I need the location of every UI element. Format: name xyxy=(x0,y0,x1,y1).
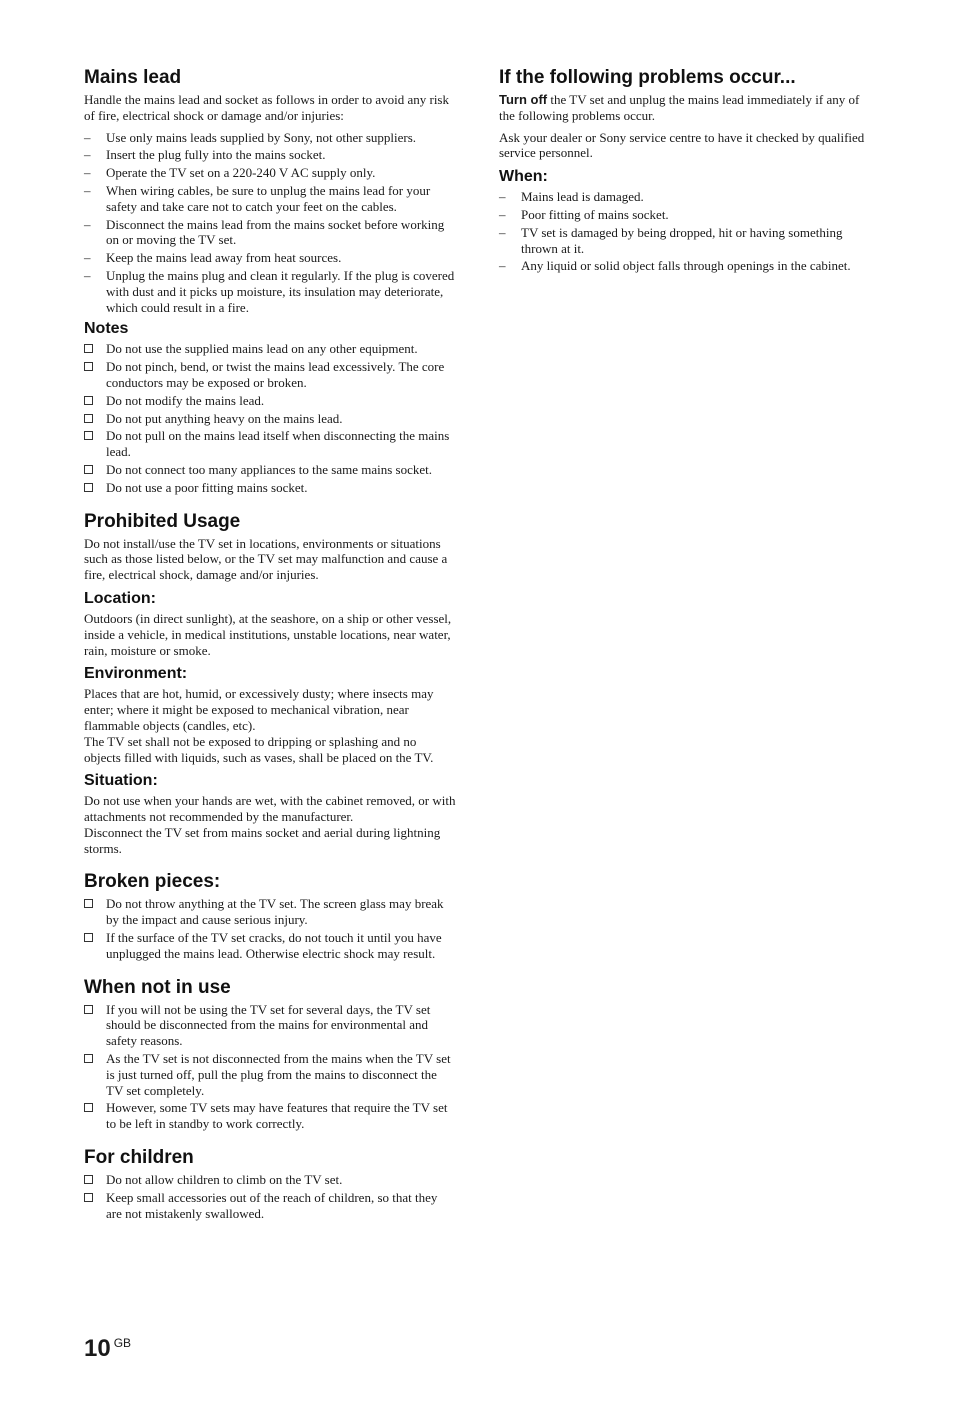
when-not-in-use-heading: When not in use xyxy=(84,976,231,998)
list-item: – Use only mains leads supplied by Sony, not other suppliers. xyxy=(84,130,456,146)
when-heading: When: xyxy=(499,168,548,186)
list-item: Do not put anything heavy on the mains lead. xyxy=(84,411,456,427)
environment-heading: Environment: xyxy=(84,665,188,683)
broken-pieces-heading: Broken pieces: xyxy=(84,871,221,893)
for-children-heading: For children xyxy=(84,1147,194,1169)
situation-heading: Situation: xyxy=(84,772,158,790)
list-item: Do not pinch, bend, or twist the mains lead excessively. The core conductors may be exposed or broken. xyxy=(84,359,456,391)
prohibited-usage-heading: Prohibited Usage xyxy=(84,510,241,532)
mains-lead-heading: Mains lead xyxy=(84,67,182,88)
location-text: Outdoors (in direct sunlight), at the seashore, on a ship or other vessel, inside a vehicle, in medical institutions, unstable locations, near water, rain, moisture or smoke. xyxy=(84,610,452,658)
environment-text: Places that are hot, humid, or excessively dusty; where insects may enter; where it might be exposed to mechanical vibration, near flammable objects (candles, etc). xyxy=(84,686,434,733)
list-item: Do not throw anything at the TV set. The screen glass may break by the impact and cause serious injury. xyxy=(84,896,456,928)
list-item: – Poor fitting of mains socket. xyxy=(499,207,873,223)
list-item: Do not pull on the mains lead itself when disconnecting the mains lead. xyxy=(84,428,456,460)
list-item: Do not modify the mains lead. xyxy=(84,393,456,409)
notes-section xyxy=(84,319,456,495)
situation-text-2: Disconnect the TV set from mains socket and aerial during lightning storms. xyxy=(84,824,441,856)
list-item: Keep small accessories out of the reach of children, so that they are not mistakenly swallowed. xyxy=(84,1190,456,1222)
prohibited-usage-intro: Do not install/use the TV set in locations, environments or situations such as those listed below, or the TV set may malfunction and cause a fire, electrical shock, damage and/or injuries. xyxy=(84,535,448,583)
when-not-in-use-section xyxy=(84,976,456,1132)
notes-heading: Notes xyxy=(84,320,129,338)
list-item: Do not use the supplied mains lead on any other equipment. xyxy=(84,341,456,357)
page-number-value: 10 xyxy=(84,1335,111,1362)
left-column xyxy=(84,66,456,1225)
list-item: As the TV set is not disconnected from the mains when the TV set is just turned off, pull the plug from the mains to disconnect the TV set completely. xyxy=(84,1051,456,1098)
notes-list xyxy=(84,341,456,495)
list-item: – Insert the plug fully into the mains socket. xyxy=(84,147,456,163)
list-item: – Mains lead is damaged. xyxy=(499,189,873,205)
list-item: However, some TV sets may have features that require the TV set to be left in standby to work correctly. xyxy=(84,1100,456,1132)
for-children-list xyxy=(84,1172,456,1221)
location-heading: Location: xyxy=(84,589,156,607)
for-children-section xyxy=(84,1146,456,1221)
turn-off-paragraph xyxy=(499,92,873,124)
broken-pieces-section xyxy=(84,870,456,961)
mains-lead-intro: Handle the mains lead and socket as follows in order to avoid any risk of fire, electrical shock or damage and/or injuries: xyxy=(84,92,449,123)
prohibited-usage-section xyxy=(84,510,456,857)
right-column xyxy=(499,66,873,278)
list-item: – Operate the TV set on a 220-240 V AC supply only. xyxy=(84,165,456,181)
when-list xyxy=(499,189,873,274)
language-code: GB xyxy=(113,1336,132,1350)
list-item: Do not connect too many appliances to the same mains socket. xyxy=(84,462,456,478)
list-item: Do not use a poor fitting mains socket. xyxy=(84,480,456,496)
turn-off-label: Turn off xyxy=(499,92,548,107)
broken-pieces-list xyxy=(84,896,456,961)
list-item: – When wiring cables, be sure to unplug the mains lead for your safety and take care not to catch your feet on the cables. xyxy=(84,183,456,215)
list-item: – TV set is damaged by being dropped, hit or having something thrown at it. xyxy=(499,225,873,257)
page-number xyxy=(84,1335,131,1363)
turn-off-text: the TV set and unplug the mains lead immediately if any of the following problems occur. xyxy=(499,92,860,123)
list-item: – Unplug the mains plug and clean it regularly. If the plug is covered with dust and it picks up moisture, its insulation may deteriorate, which could result in a fire. xyxy=(84,268,456,315)
situation-text: Do not use when your hands are wet, with the cabinet removed, or with attachments not recommended by the manufacturer. xyxy=(84,793,456,825)
problems-section xyxy=(499,66,873,274)
list-item: – Any liquid or solid object falls through openings in the cabinet. xyxy=(499,258,873,274)
ask-dealer-text: Ask your dealer or Sony service centre to have it checked by qualified service personnel. xyxy=(499,129,865,161)
mains-lead-section xyxy=(84,66,456,315)
list-item: – Disconnect the mains lead from the mains socket before working on or moving the TV set. xyxy=(84,217,456,249)
list-item: – Keep the mains lead away from heat sources. xyxy=(84,250,456,266)
list-item: If the surface of the TV set cracks, do not touch it until you have unplugged the mains lead. Otherwise electric shock may result. xyxy=(84,930,456,962)
list-item: If you will not be using the TV set for several days, the TV set should be disconnected from the mains for environmental and safety reasons. xyxy=(84,1002,456,1049)
environment-text-2: The TV set shall not be exposed to dripping or splashing and no objects filled with liquids, such as vases, shall be placed on the TV. xyxy=(84,733,434,765)
list-item: Do not allow children to climb on the TV set. xyxy=(84,1172,456,1188)
when-not-in-use-list xyxy=(84,1002,456,1132)
mains-lead-list xyxy=(84,130,456,316)
problems-heading: If the following problems occur... xyxy=(499,67,796,88)
